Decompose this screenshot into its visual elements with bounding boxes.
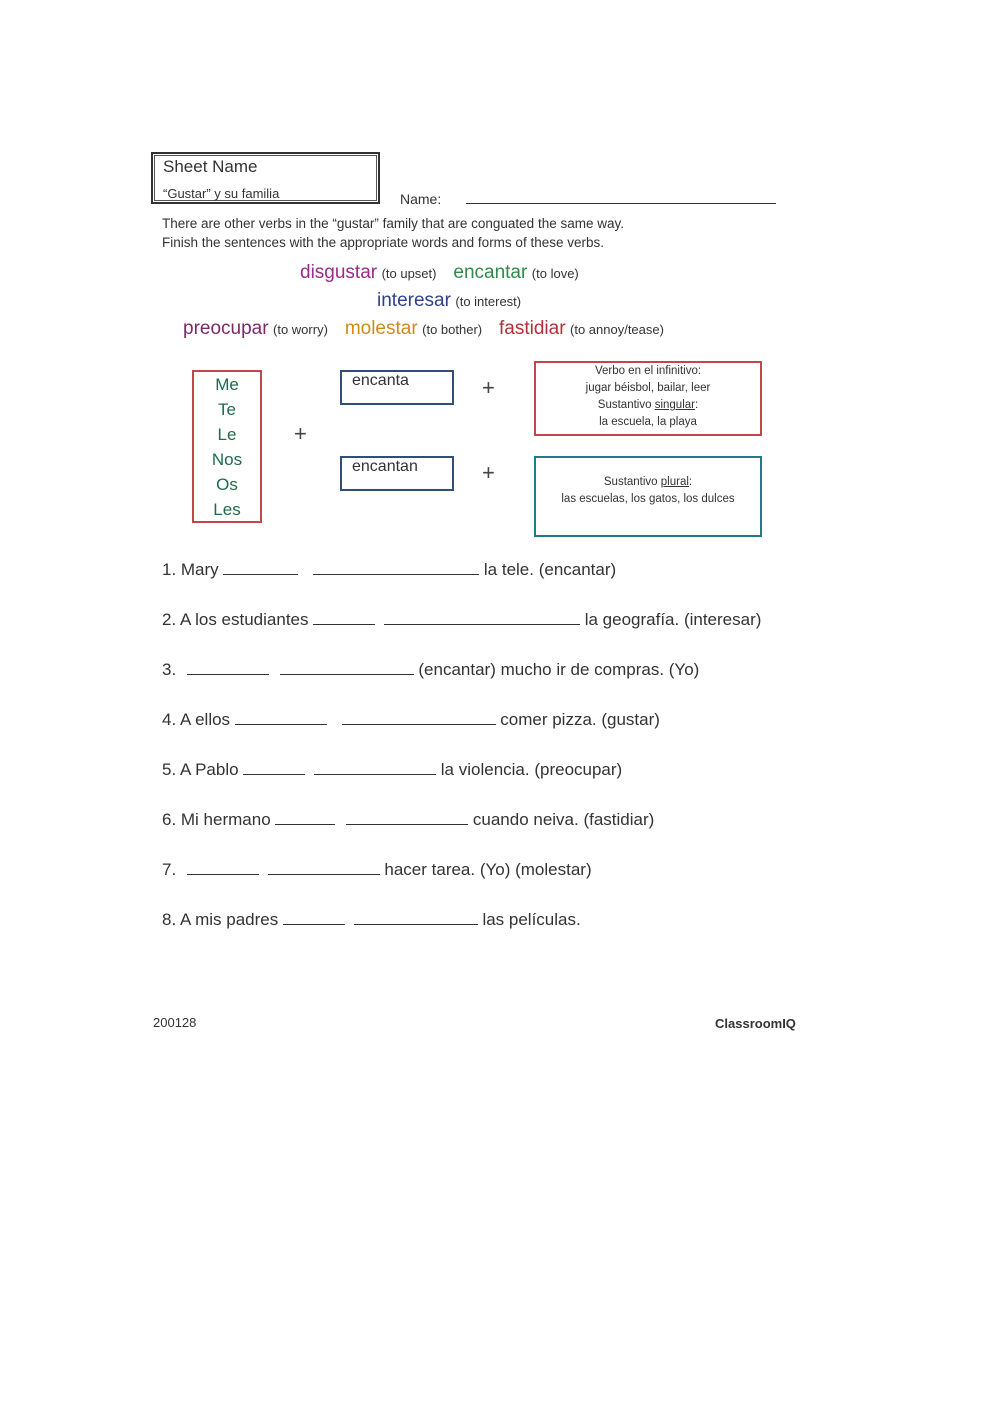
- exercise-8-blank-pronoun[interactable]: [283, 910, 345, 925]
- gloss-encantar: (to love): [531, 266, 579, 281]
- exercise-3-start: 3.: [162, 660, 177, 679]
- plural-info-underlined: plural: [660, 476, 689, 488]
- plural-info-box: [534, 456, 762, 537]
- plural-info-line-1-pre: Sustantivo: [603, 476, 661, 488]
- exercise-6-blank-verb[interactable]: [346, 810, 468, 825]
- pronoun-les: Les: [213, 500, 241, 519]
- name-field[interactable]: [466, 203, 776, 204]
- verb-molestar: molestar: [344, 318, 418, 339]
- exercise-3-blank-verb[interactable]: [280, 660, 414, 675]
- singular-info-line-3: [536, 397, 760, 414]
- exercise-4-blank-verb[interactable]: [342, 710, 496, 725]
- exercise-8: [162, 910, 581, 930]
- gloss-disgustar: (to upset): [381, 266, 437, 281]
- exercise-5-blank-pronoun[interactable]: [243, 760, 305, 775]
- exercise-7-blank-pronoun[interactable]: [187, 860, 259, 875]
- pronoun-le: Le: [217, 425, 237, 444]
- name-label: Name:: [400, 191, 442, 207]
- footer-brand: ClassroomIQ: [715, 1016, 796, 1031]
- exercise-8-end: las películas.: [482, 910, 581, 929]
- verb-preocupar: preocupar: [183, 318, 269, 339]
- exercise-1-blank-pronoun[interactable]: [223, 560, 298, 575]
- plus-sign-1: +: [294, 421, 307, 446]
- exercise-7-end: hacer tarea. (Yo) (molestar): [384, 860, 592, 879]
- plural-info-line-1: [536, 474, 760, 491]
- exercise-4-start: 4. A ellos: [162, 710, 231, 729]
- exercise-7: [162, 860, 592, 880]
- exercise-3-blank-pronoun[interactable]: [187, 660, 269, 675]
- sheet-subtitle: “Gustar” y su familia: [163, 186, 280, 201]
- pronoun-os: Os: [216, 475, 238, 494]
- instruction-line-2: Finish the sentences with the appropriate words and forms of these verbs.: [162, 235, 604, 250]
- singular-info-line-2: jugar béisbol, bailar, leer: [585, 382, 711, 394]
- exercise-7-start: 7.: [162, 860, 177, 879]
- instruction-line-1: There are other verbs in the “gustar” family that are conguated the same way.: [162, 216, 624, 231]
- exercise-1-end: la tele. (encantar): [483, 560, 617, 579]
- exercise-3: [162, 660, 699, 680]
- verb-encantar: encantar: [453, 262, 528, 283]
- exercise-6-end: cuando neiva. (fastidiar): [472, 810, 655, 829]
- exercise-5-end: la violencia. (preocupar): [440, 760, 623, 779]
- verb-row-1: [300, 262, 579, 284]
- exercise-5-blank-verb[interactable]: [314, 760, 436, 775]
- exercise-5-start: 5. A Pablo: [162, 760, 239, 779]
- verb-disgustar: disgustar: [300, 262, 378, 283]
- singular-form: encanta: [352, 372, 409, 389]
- exercise-6-blank-pronoun[interactable]: [275, 810, 335, 825]
- exercise-2-start: 2. A los estudiantes: [162, 610, 309, 629]
- sheet-name-box: [151, 152, 380, 204]
- singular-info-line-3-post: :: [694, 399, 699, 411]
- exercise-6: [162, 810, 654, 830]
- exercise-2: [162, 610, 761, 630]
- plural-info-line-1-post: :: [688, 476, 693, 488]
- verb-fastidiar: fastidiar: [499, 318, 566, 339]
- encantan-box: [340, 456, 454, 491]
- plus-sign-2: +: [482, 375, 495, 400]
- exercise-1-start: 1. Mary: [162, 560, 219, 579]
- exercise-1: [162, 560, 616, 580]
- gloss-molestar: (to bother): [422, 322, 483, 337]
- plural-form: encantan: [352, 458, 418, 475]
- singular-info-line-3-pre: Sustantivo: [597, 399, 655, 411]
- pronoun-nos: Nos: [211, 450, 243, 469]
- plural-info-line-2: las escuelas, los gatos, los dulces: [561, 493, 735, 505]
- pronoun-te: Te: [218, 400, 236, 419]
- exercise-1-blank-verb[interactable]: [313, 560, 479, 575]
- singular-info-line-4: la escuela, la playa: [599, 416, 697, 428]
- exercise-2-blank-pronoun[interactable]: [313, 610, 375, 625]
- exercise-7-blank-verb[interactable]: [268, 860, 380, 875]
- exercise-6-start: 6. Mi hermano: [162, 810, 271, 829]
- verb-row-3: [183, 318, 664, 340]
- gloss-interesar: (to interest): [455, 294, 522, 309]
- exercise-8-blank-verb[interactable]: [354, 910, 478, 925]
- plus-sign-3: +: [482, 460, 495, 485]
- exercise-3-end: (encantar) mucho ir de compras. (Yo): [418, 660, 700, 679]
- gloss-preocupar: (to worry): [273, 322, 328, 337]
- exercise-4: [162, 710, 660, 730]
- singular-info-underlined: singular: [654, 399, 695, 411]
- pronoun-me: Me: [215, 375, 239, 394]
- exercise-2-end: la geografía. (interesar): [584, 610, 762, 629]
- singular-info-line-1: Verbo en el infinitivo:: [594, 365, 702, 377]
- pronoun-box: [192, 370, 262, 523]
- encanta-box: [340, 370, 454, 405]
- verb-interesar: interesar: [377, 290, 451, 311]
- footer-code: 200128: [153, 1015, 197, 1030]
- exercise-2-blank-verb[interactable]: [384, 610, 580, 625]
- singular-info-box: [534, 361, 762, 436]
- exercise-4-end: comer pizza. (gustar): [500, 710, 660, 729]
- sheet-title: Sheet Name: [163, 157, 258, 176]
- gloss-fastidiar: (to annoy/tease): [570, 322, 664, 337]
- exercise-5: [162, 760, 622, 780]
- exercise-8-start: 8. A mis padres: [162, 910, 279, 929]
- verb-row-2: [377, 290, 521, 312]
- exercise-4-blank-pronoun[interactable]: [235, 710, 327, 725]
